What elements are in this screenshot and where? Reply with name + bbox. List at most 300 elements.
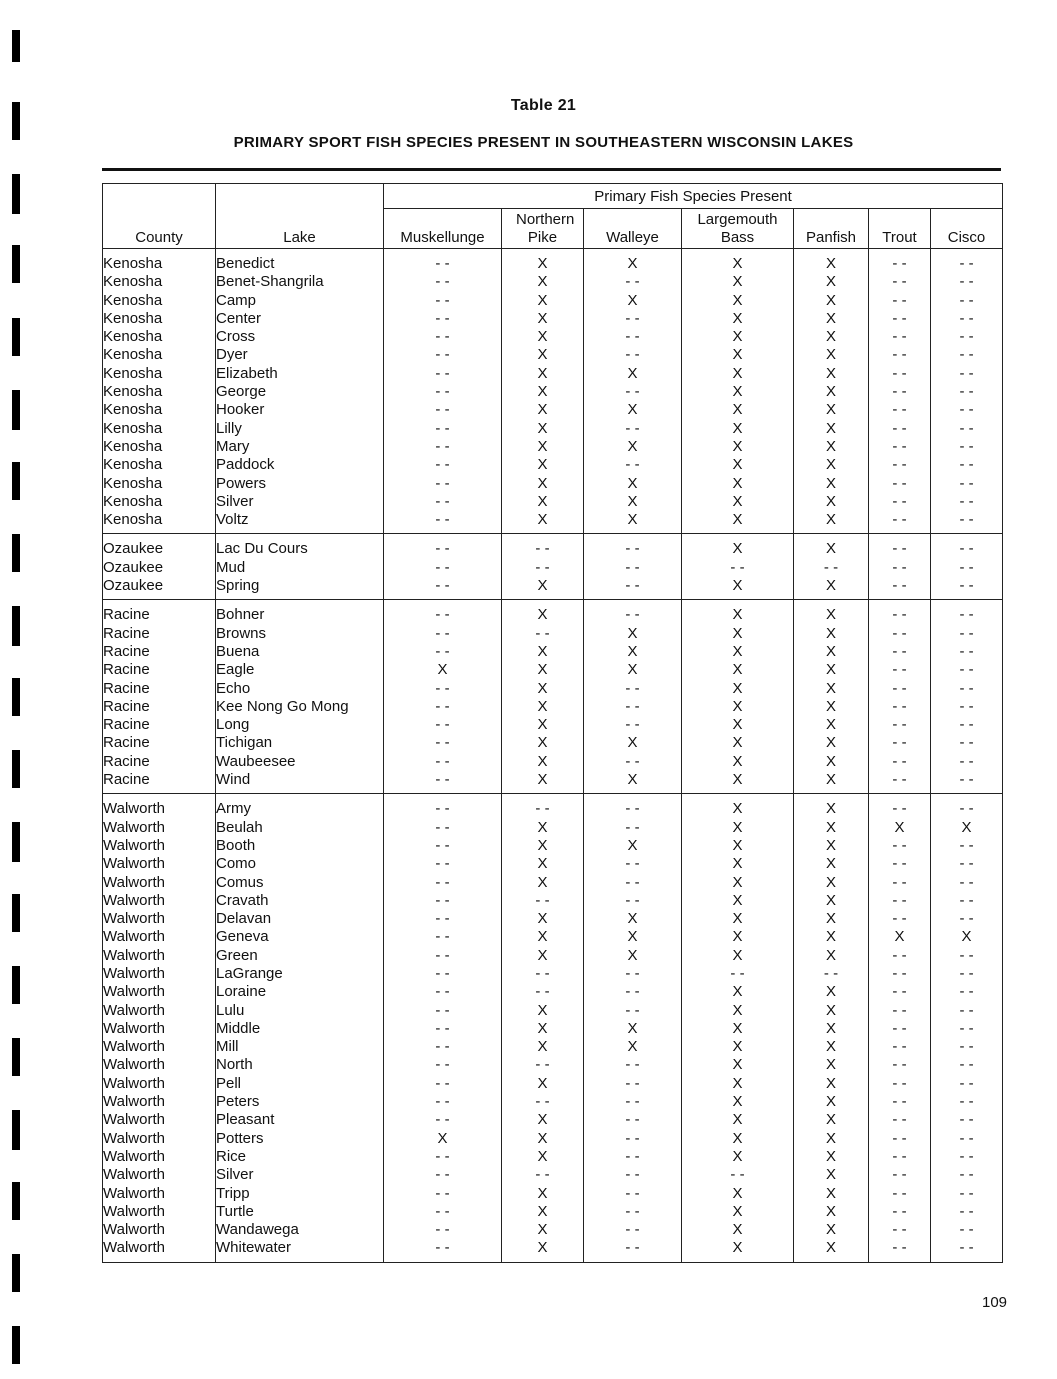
county-cell: Kenosha [103,475,216,493]
lake-cell: LaGrange [216,965,384,983]
county-cell: Kenosha [103,401,216,419]
species-cell: X [794,855,869,873]
county-cell: Kenosha [103,328,216,346]
species-cell: X [502,819,584,837]
species-cell: X [682,401,794,419]
species-cell: - - [584,1148,682,1166]
species-cell: X [502,577,584,600]
species-cell: X [682,365,794,383]
binding-hole-mark [12,245,20,283]
species-cell: - - [384,928,502,946]
county-cell: Walworth [103,1148,216,1166]
species-cell: - - [794,559,869,577]
species-cell: - - [869,734,931,752]
species-cell: - - [384,310,502,328]
species-cell: - - [869,310,931,328]
lake-cell: Wandawega [216,1221,384,1239]
species-cell: X [794,1221,869,1239]
species-cell: X [584,1020,682,1038]
table-row [103,771,1003,794]
species-cell: - - [869,983,931,1001]
species-cell: - - [384,493,502,511]
table-row [103,292,1003,310]
county-cell: Walworth [103,965,216,983]
column-header-muskellunge: Muskellunge [384,209,502,249]
species-cell: X [794,383,869,401]
species-cell: - - [384,698,502,716]
binding-hole-mark [12,174,20,214]
county-cell: Ozaukee [103,577,216,600]
species-cell: X [794,1075,869,1093]
table-row [103,1002,1003,1020]
species-cell: X [682,438,794,456]
lake-cell: Waubeesee [216,753,384,771]
species-cell: - - [584,1075,682,1093]
species-cell: - - [384,475,502,493]
table-row [103,910,1003,928]
species-cell: - - [502,965,584,983]
county-cell: Walworth [103,1239,216,1262]
species-cell: - - [931,1239,1003,1262]
table-row [103,310,1003,328]
species-cell: - - [384,983,502,1001]
species-cell: X [794,753,869,771]
table-row [103,625,1003,643]
species-cell: - - [931,1166,1003,1184]
species-cell: - - [384,511,502,534]
species-cell: - - [384,819,502,837]
county-cell: Walworth [103,1203,216,1221]
species-cell: - - [931,698,1003,716]
species-cell: - - [869,292,931,310]
species-cell: X [682,1020,794,1038]
species-cell: X [794,456,869,474]
species-cell: X [502,753,584,771]
species-cell: - - [384,1020,502,1038]
species-cell: - - [584,716,682,734]
species-cell: X [502,661,584,679]
species-cell: - - [502,534,584,559]
species-cell: X [794,625,869,643]
species-cell: - - [584,874,682,892]
species-cell: - - [584,534,682,559]
lake-cell: Benedict [216,249,384,274]
species-cell: X [682,1038,794,1056]
lake-cell: Pleasant [216,1111,384,1129]
species-cell: X [794,493,869,511]
lake-cell: Booth [216,837,384,855]
table-row [103,600,1003,625]
species-cell: - - [931,1111,1003,1129]
species-cell: - - [384,1002,502,1020]
species-cell: X [682,1093,794,1111]
county-cell: Walworth [103,819,216,837]
table-row [103,1221,1003,1239]
species-cell: X [794,892,869,910]
lake-cell: Voltz [216,511,384,534]
table-row [103,753,1003,771]
county-cell: Kenosha [103,438,216,456]
species-cell: - - [931,273,1003,291]
species-cell: - - [384,643,502,661]
lake-cell: Tripp [216,1185,384,1203]
column-header-northern-pike: Northern Pike [502,209,584,249]
table-row [103,1130,1003,1148]
species-cell: - - [502,983,584,1001]
species-cell: - - [869,965,931,983]
species-cell: X [584,661,682,679]
species-cell: - - [384,1038,502,1056]
fish-species-table [102,183,1003,1263]
species-cell: X [794,874,869,892]
species-cell: - - [931,947,1003,965]
table-row [103,928,1003,946]
species-cell: - - [384,1166,502,1184]
species-cell: - - [584,456,682,474]
species-cell: X [502,698,584,716]
species-cell: X [502,734,584,752]
lake-cell: Tichigan [216,734,384,752]
table-row [103,794,1003,819]
species-cell: - - [384,855,502,873]
species-cell: - - [931,310,1003,328]
species-cell: X [794,794,869,819]
lake-cell: Center [216,310,384,328]
species-cell: - - [384,874,502,892]
species-cell: X [682,1111,794,1129]
county-cell: Kenosha [103,383,216,401]
species-cell: X [502,1239,584,1262]
table-row [103,716,1003,734]
species-cell: - - [502,625,584,643]
species-cell: - - [384,600,502,625]
county-cell: Racine [103,753,216,771]
species-cell: X [502,910,584,928]
table-row [103,365,1003,383]
species-cell: X [584,837,682,855]
county-cell: Racine [103,643,216,661]
species-cell: X [682,661,794,679]
county-cell: Kenosha [103,456,216,474]
species-cell: X [584,292,682,310]
species-cell: - - [931,837,1003,855]
species-cell: - - [869,328,931,346]
species-cell: X [682,328,794,346]
species-cell: - - [869,456,931,474]
lake-cell: Potters [216,1130,384,1148]
lake-cell: Bohner [216,600,384,625]
species-cell: - - [869,1002,931,1020]
lake-cell: Peters [216,1093,384,1111]
page-number: 109 [982,1294,1008,1311]
species-cell: - - [869,1148,931,1166]
lake-cell: Kee Nong Go Mong [216,698,384,716]
species-cell: - - [384,734,502,752]
county-cell: Kenosha [103,273,216,291]
species-cell: - - [869,1203,931,1221]
species-cell: X [502,1148,584,1166]
table-row [103,1056,1003,1074]
species-cell: - - [931,965,1003,983]
species-cell: - - [931,292,1003,310]
county-cell: Racine [103,600,216,625]
species-cell: X [682,1130,794,1148]
table-row [103,892,1003,910]
table-row [103,1148,1003,1166]
lake-cell: Middle [216,1020,384,1038]
species-cell: - - [869,1020,931,1038]
species-cell: X [584,401,682,419]
species-cell: X [682,1056,794,1074]
species-cell: X [384,661,502,679]
species-cell: - - [869,1221,931,1239]
species-cell: X [682,874,794,892]
species-cell: - - [384,1221,502,1239]
species-cell: X [869,819,931,837]
species-cell: X [584,928,682,946]
species-cell: X [682,837,794,855]
county-cell: Kenosha [103,420,216,438]
binding-hole-mark [12,390,20,430]
species-cell: X [794,328,869,346]
species-cell: - - [931,1185,1003,1203]
species-cell: - - [584,794,682,819]
column-header-county: County [103,184,216,249]
species-cell: - - [384,794,502,819]
species-cell: - - [384,401,502,419]
species-cell: X [502,456,584,474]
species-cell: X [682,249,794,274]
lake-cell: Mud [216,559,384,577]
species-cell: X [502,1130,584,1148]
species-cell: X [502,346,584,364]
table-row [103,1075,1003,1093]
species-cell: - - [869,600,931,625]
species-cell: X [682,1185,794,1203]
species-cell: - - [869,680,931,698]
species-cell: X [794,771,869,794]
species-group-header: Primary Fish Species Present [384,184,1003,209]
species-cell: - - [384,292,502,310]
species-cell: - - [931,1148,1003,1166]
county-cell: Walworth [103,874,216,892]
lake-cell: Paddock [216,456,384,474]
species-cell: - - [869,643,931,661]
species-cell: - - [682,965,794,983]
county-cell: Walworth [103,1185,216,1203]
species-cell: X [502,643,584,661]
species-cell: - - [384,1148,502,1166]
species-cell: - - [584,273,682,291]
species-cell: X [502,947,584,965]
species-cell: - - [869,420,931,438]
table-row [103,1111,1003,1129]
species-cell: - - [931,1075,1003,1093]
species-cell: - - [869,249,931,274]
binding-hole-mark [12,462,20,500]
species-cell: X [502,420,584,438]
table-label: Table 21 [510,97,577,114]
species-cell: X [682,1148,794,1166]
table-row [103,965,1003,983]
county-cell: Kenosha [103,249,216,274]
species-cell: X [682,928,794,946]
table-row [103,983,1003,1001]
table-row [103,643,1003,661]
species-cell: X [682,346,794,364]
species-cell: - - [384,383,502,401]
species-cell: - - [931,874,1003,892]
species-cell: - - [584,753,682,771]
county-cell: Walworth [103,983,216,1001]
species-cell: X [682,794,794,819]
species-cell: X [794,1239,869,1262]
species-cell: - - [869,698,931,716]
species-cell: X [794,365,869,383]
county-cell: Kenosha [103,511,216,534]
binding-hole-mark [12,30,20,62]
species-cell: X [682,771,794,794]
species-cell: - - [869,661,931,679]
species-cell: - - [931,771,1003,794]
county-cell: Racine [103,661,216,679]
species-cell: - - [931,892,1003,910]
species-cell: X [794,420,869,438]
species-cell: X [794,1185,869,1203]
species-cell: X [502,475,584,493]
species-cell: - - [931,420,1003,438]
species-cell: - - [584,983,682,1001]
species-cell: - - [384,753,502,771]
species-cell: - - [931,661,1003,679]
table-row [103,874,1003,892]
lake-cell: Mary [216,438,384,456]
species-cell: - - [584,1239,682,1262]
species-cell: - - [869,401,931,419]
lake-cell: Army [216,794,384,819]
species-cell: X [502,837,584,855]
county-cell: Racine [103,698,216,716]
species-cell: - - [869,753,931,771]
table-row [103,534,1003,559]
lake-cell: Powers [216,475,384,493]
species-cell: - - [384,1075,502,1093]
species-cell: X [682,577,794,600]
species-cell: - - [869,1239,931,1262]
species-cell: - - [584,1056,682,1074]
species-cell: - - [931,401,1003,419]
species-cell: - - [869,716,931,734]
binding-hole-mark [12,1110,20,1150]
species-cell: - - [869,438,931,456]
species-cell: - - [584,855,682,873]
lake-cell: Browns [216,625,384,643]
species-cell: - - [384,1203,502,1221]
species-cell: - - [384,577,502,600]
species-cell: X [682,643,794,661]
species-cell: X [584,625,682,643]
species-cell: X [502,1185,584,1203]
table-title: PRIMARY SPORT FISH SPECIES PRESENT IN SOUTHEASTERN WISCONSIN LAKES [233,134,854,151]
species-cell: X [682,680,794,698]
species-cell: X [682,819,794,837]
table-row [103,1020,1003,1038]
species-cell: - - [869,273,931,291]
species-cell: - - [584,1002,682,1020]
lake-cell: Lulu [216,1002,384,1020]
lake-cell: Como [216,855,384,873]
species-cell: X [502,1111,584,1129]
species-cell: - - [584,1093,682,1111]
species-cell: - - [384,365,502,383]
species-cell: - - [384,1111,502,1129]
species-cell: X [794,600,869,625]
species-cell: - - [584,1166,682,1184]
species-cell: - - [931,511,1003,534]
species-cell: X [794,475,869,493]
lake-cell: Pell [216,1075,384,1093]
lake-cell: Buena [216,643,384,661]
species-cell: - - [931,328,1003,346]
species-cell: X [794,401,869,419]
species-cell: X [682,910,794,928]
species-cell: - - [384,559,502,577]
binding-hole-mark [12,318,20,356]
species-cell: - - [502,1093,584,1111]
table-row [103,249,1003,274]
species-cell: - - [931,559,1003,577]
species-cell: X [794,346,869,364]
table-row [103,1093,1003,1111]
species-cell: X [794,249,869,274]
species-cell: - - [931,456,1003,474]
species-cell: X [682,475,794,493]
species-cell: - - [931,438,1003,456]
species-cell: X [682,310,794,328]
lake-cell: Rice [216,1148,384,1166]
county-cell: Ozaukee [103,534,216,559]
species-cell: X [384,1130,502,1148]
species-cell: X [682,493,794,511]
lake-cell: Mill [216,1038,384,1056]
species-cell: X [682,716,794,734]
species-cell: X [794,1056,869,1074]
table-row [103,1038,1003,1056]
species-cell: X [682,292,794,310]
table-row [103,511,1003,534]
species-cell: X [584,475,682,493]
species-cell: X [682,947,794,965]
species-cell: X [584,771,682,794]
table-row [103,346,1003,364]
species-cell: X [682,1203,794,1221]
species-cell: - - [502,1056,584,1074]
species-cell: - - [869,475,931,493]
species-cell: - - [931,753,1003,771]
species-cell: - - [931,600,1003,625]
county-cell: Walworth [103,1075,216,1093]
lake-cell: Spring [216,577,384,600]
species-cell: - - [502,892,584,910]
column-header-panfish: Panfish [794,209,869,249]
species-cell: X [584,249,682,274]
species-cell: - - [869,559,931,577]
species-cell: - - [931,365,1003,383]
species-cell: - - [584,577,682,600]
species-cell: X [794,698,869,716]
binding-hole-mark [12,678,20,716]
species-cell: - - [584,420,682,438]
